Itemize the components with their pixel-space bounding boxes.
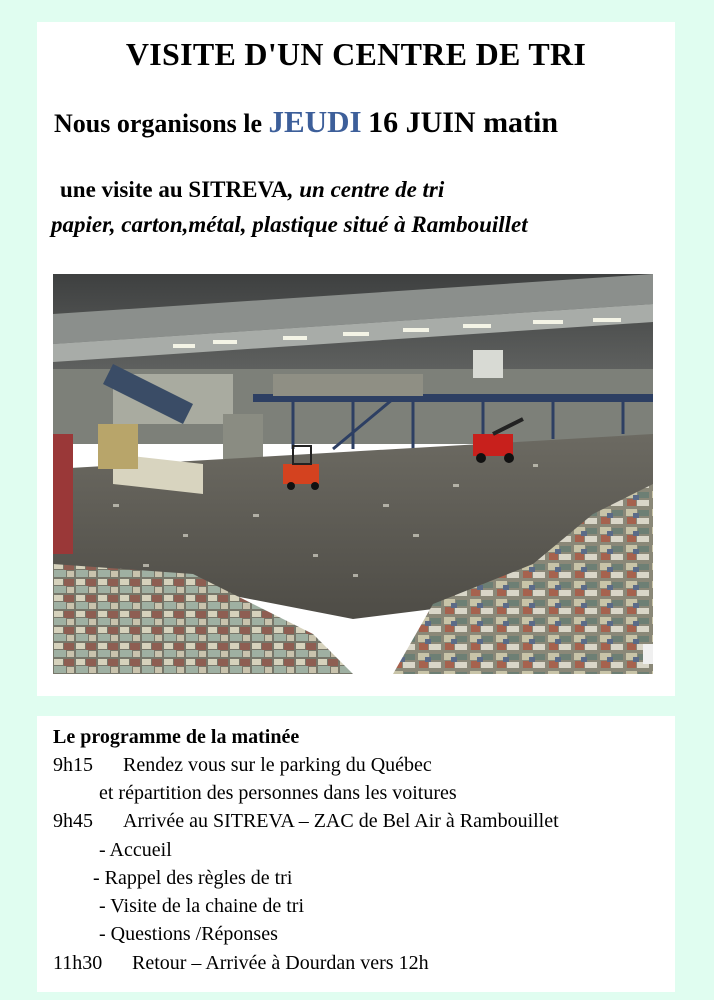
programme-time: 9h15	[53, 754, 93, 776]
sorting-center-photo	[53, 274, 653, 674]
programme-text: - Accueil	[99, 839, 172, 861]
programme-text: Rendez vous sur le parking du Québec	[123, 754, 432, 776]
visit-name: une visite au SITREVA	[60, 177, 288, 202]
page-title: VISITE D'UN CENTRE DE TRI	[125, 36, 587, 72]
visit-type: , un centre de tri	[287, 177, 445, 202]
announcement-line	[54, 104, 558, 140]
programme-panel	[37, 716, 675, 992]
programme-line	[53, 754, 432, 777]
programme-title: Le programme de la matinée	[53, 726, 300, 748]
programme-line	[53, 810, 559, 833]
programme-text: - Rappel des règles de tri	[93, 867, 293, 889]
programme-line	[99, 839, 172, 862]
programme-line	[93, 867, 292, 890]
programme-text: et répartition des personnes dans les voitures	[99, 782, 457, 804]
programme-text: - Questions /Réponses	[99, 923, 278, 945]
visit-description-line2: papier, carton,métal, plastique situé à Rambouillet	[51, 212, 528, 237]
programme-line	[99, 782, 457, 805]
announce-date: 16 JUIN matin	[368, 106, 559, 139]
announcement-panel	[37, 22, 675, 696]
programme-text: Arrivée au SITREVA – ZAC de Bel Air à Rambouillet	[123, 810, 559, 832]
announce-day: JEUDI	[268, 104, 362, 139]
programme-text: - Visite de la chaine de tri	[99, 895, 305, 917]
programme-text: Retour – Arrivée à Dourdan vers 12h	[132, 952, 429, 974]
programme-time: 9h45	[53, 810, 93, 832]
announce-prefix: Nous organisons le	[54, 109, 263, 138]
visit-description-line1	[60, 177, 444, 203]
programme-line	[99, 895, 304, 918]
programme-time: 11h30	[53, 952, 103, 974]
programme-line	[53, 952, 429, 975]
programme-line	[99, 923, 278, 946]
